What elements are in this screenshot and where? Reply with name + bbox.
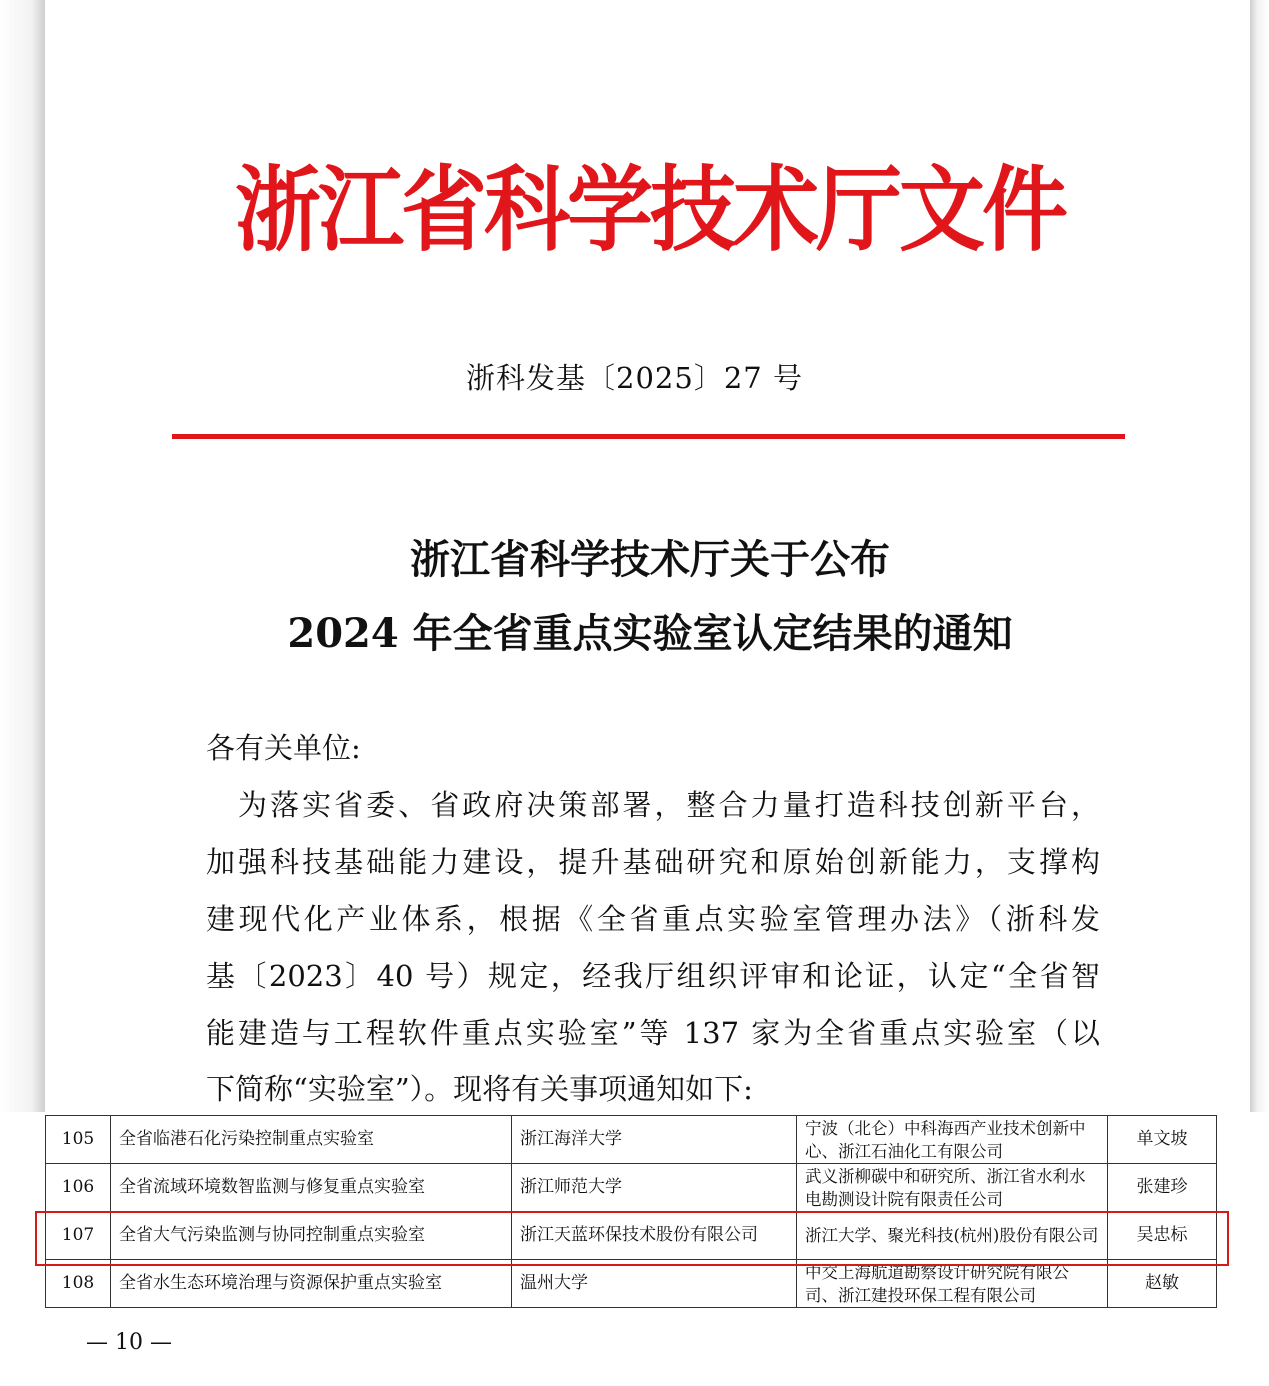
co-units: 浙江大学、聚光科技(杭州)股份有限公司 — [797, 1212, 1108, 1260]
row-number: 107 — [46, 1212, 111, 1260]
table-row — [46, 1260, 1217, 1308]
notice-title-line1: 浙江省科学技术厅关于公布 — [410, 536, 890, 583]
document-number: 浙科发基〔2025〕27 号 — [466, 361, 803, 395]
body-line: 能建造与工程软件重点实验室”等 137 家为全省重点实验室（以 — [206, 1016, 1100, 1050]
lab-director: 张建珍 — [1108, 1164, 1217, 1212]
row-number: 105 — [46, 1116, 111, 1164]
notice-title-line2: 2024 年全省重点实验室认定结果的通知 — [287, 610, 1013, 657]
lab-director: 赵敏 — [1108, 1260, 1217, 1308]
body-line: 基〔2023〕40 号）规定，经我厅组织评审和论证，认定“全省智 — [206, 959, 1100, 993]
lab-name: 全省水生态环境治理与资源保护重点实验室 — [111, 1260, 512, 1308]
lab-director: 吴忠标 — [1108, 1212, 1217, 1260]
lead-unit: 浙江天蓝环保技术股份有限公司 — [512, 1212, 797, 1260]
table-row — [46, 1116, 1217, 1164]
co-units: 宁波（北仑）中科海西产业技术创新中心、浙江石油化工有限公司 — [797, 1116, 1108, 1164]
body-line: 建现代化产业体系，根据《全省重点实验室管理办法》（浙科发 — [206, 902, 1100, 936]
co-units: 武义浙柳碳中和研究所、浙江省水利水电勘测设计院有限责任公司 — [797, 1164, 1108, 1212]
lab-name: 全省大气污染监测与协同控制重点实验室 — [111, 1212, 512, 1260]
table-row — [46, 1164, 1217, 1212]
lab-director: 单文坡 — [1108, 1116, 1217, 1164]
lead-unit: 温州大学 — [512, 1260, 797, 1308]
body-line: 加强科技基础能力建设，提升基础研究和原始创新能力，支撑构 — [206, 845, 1100, 879]
lead-unit: 浙江师范大学 — [512, 1164, 797, 1212]
page-number: — 10 — — [86, 1330, 172, 1355]
body-line: 下简称“实验室”）。现将有关事项通知如下: — [206, 1072, 753, 1106]
lab-name: 全省流域环境数智监测与修复重点实验室 — [111, 1164, 512, 1212]
table-row-highlighted — [46, 1212, 1217, 1260]
salutation: 各有关单位: — [206, 731, 361, 765]
lab-table — [45, 1115, 1217, 1308]
co-units: 中交上海航道勘察设计研究院有限公司、浙江建投环保工程有限公司 — [797, 1260, 1108, 1308]
lead-unit: 浙江海洋大学 — [512, 1116, 797, 1164]
lab-name: 全省临港石化污染控制重点实验室 — [111, 1116, 512, 1164]
document-masthead: 浙江省科学技术厅文件 — [235, 156, 1065, 265]
row-number: 108 — [46, 1260, 111, 1308]
row-number: 106 — [46, 1164, 111, 1212]
body-line: 为落实省委、省政府决策部署，整合力量打造科技创新平台， — [206, 788, 1100, 822]
red-divider — [172, 434, 1125, 439]
